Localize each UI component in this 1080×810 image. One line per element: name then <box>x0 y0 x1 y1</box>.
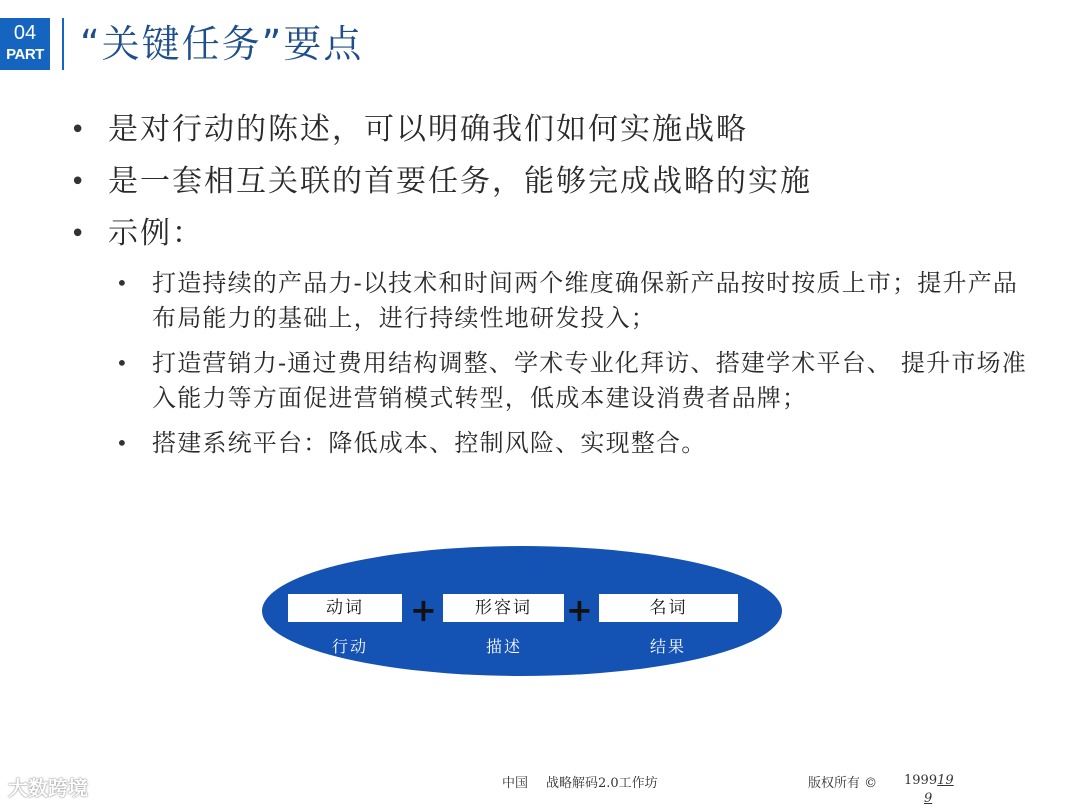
page-number-prefix: 1999 <box>904 773 938 788</box>
part-badge <box>0 18 50 70</box>
part-label: PART <box>6 46 44 63</box>
box-noun: 名词 <box>599 594 738 622</box>
sub-bullet-item <box>116 426 1030 461</box>
label-description: 描述 <box>485 637 522 656</box>
part-number: 04 <box>13 22 37 44</box>
slide-title: “关键任务”要点 <box>80 22 364 66</box>
watermark-logo: 大数跨境 <box>8 776 88 800</box>
bullet-list <box>70 104 1030 471</box>
footer-org: 中国 <box>502 776 529 791</box>
bullet-item <box>70 104 1030 156</box>
bullet-text: 是一套相互关联的首要任务，能够完成战略的实施 <box>108 164 812 199</box>
box-verb: 动词 <box>288 594 402 622</box>
footer-copyright: 版权所有 © <box>808 776 878 791</box>
page-number-suffix: 19 <box>937 773 954 788</box>
sub-bullet-dot: • <box>116 271 129 295</box>
sub-bullet-dot: • <box>116 431 129 455</box>
box-adjective: 形容词 <box>443 594 564 622</box>
sub-bullet-text: 搭建系统平台：降低成本、控制风险、实现整合。 <box>152 429 707 457</box>
sub-bullet-text: 打造持续的产品力-以技术和时间两个维度确保新产品按时按质上市；提升产品布局能力的基础上，进行持续性地研发投入； <box>152 269 1019 332</box>
sub-bullet-list <box>116 266 1030 461</box>
bullet-dot: • <box>70 219 88 249</box>
bullet-dot: • <box>70 115 88 145</box>
sub-bullet-text: 打造营销力-通过费用结构调整、学术专业化拜访、搭建学术平台、 提升市场准入能力等方面促进营销模式转型，低成本建设消费者品牌； <box>152 349 1027 412</box>
page-number <box>904 772 954 808</box>
bullet-item <box>70 156 1030 208</box>
bullet-dot: • <box>70 167 88 197</box>
title-divider <box>62 18 64 70</box>
page-number-line2: 9 <box>924 791 933 806</box>
plus-icon: + <box>566 591 593 629</box>
plus-icon: + <box>410 591 437 629</box>
sub-bullet-dot: • <box>116 351 129 375</box>
sub-bullet-item <box>116 266 1030 336</box>
bullet-text: 示例： <box>108 216 204 251</box>
footer-program: 战略解码2.0工作坊 <box>546 776 658 791</box>
sub-bullet-item <box>116 346 1030 416</box>
label-action: 行动 <box>331 637 368 656</box>
bullet-item <box>70 208 1030 260</box>
label-result: 结果 <box>649 637 686 656</box>
bullet-text: 是对行动的陈述，可以明确我们如何实施战略 <box>108 112 748 147</box>
